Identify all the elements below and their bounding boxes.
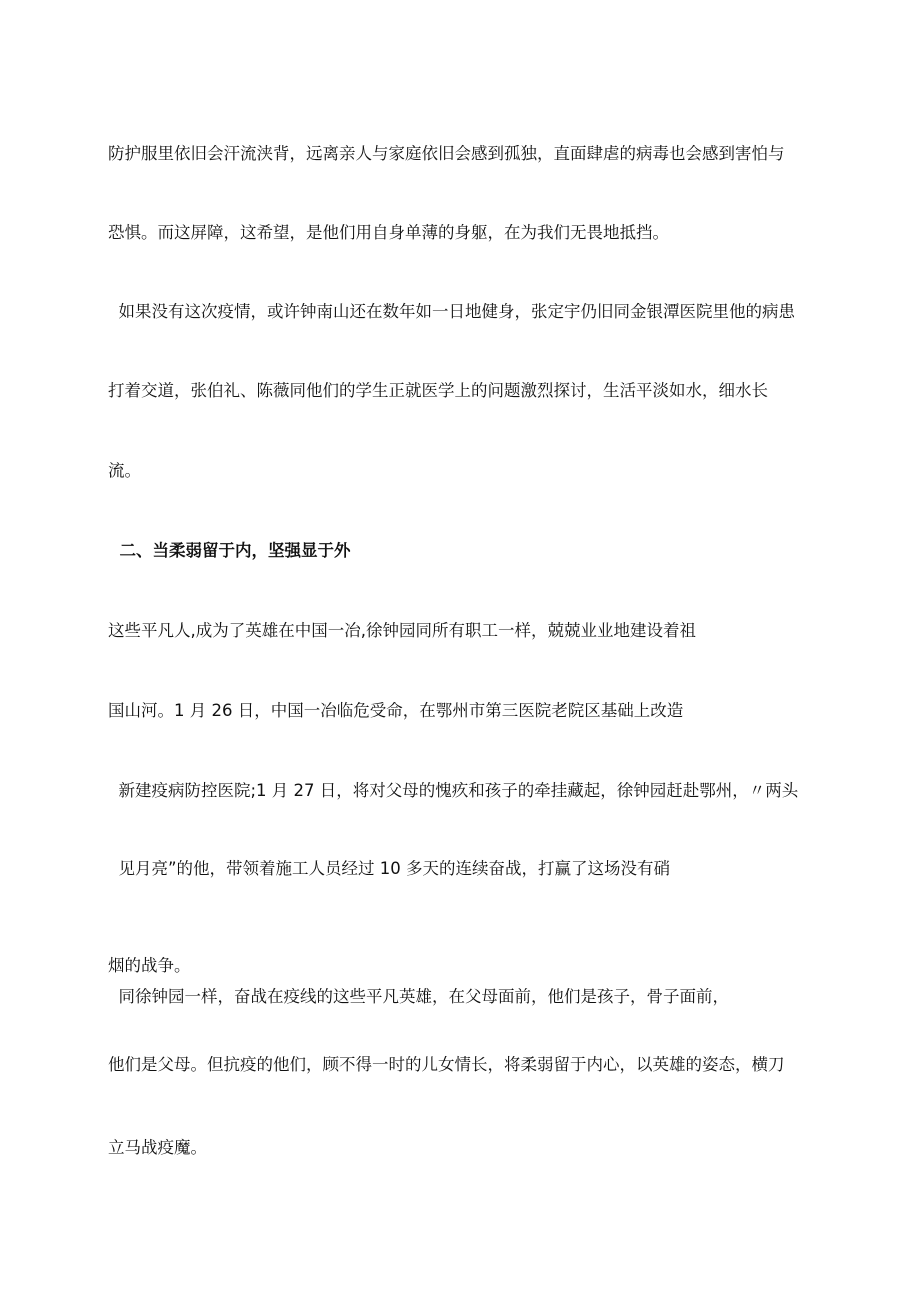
paragraph-line: 如果没有这次疫情，或许钟南山还在数年如一日地健身，张定宇仍旧同金银潭医院里他的病患 xyxy=(108,302,795,321)
paragraph-line: 他们是父母。但抗疫的他们，顾不得一时的儿女情长，将柔弱留于内心，以英雄的姿态，横刀 xyxy=(108,1055,785,1074)
section-heading: 二、当柔弱留于内，坚强显于外 xyxy=(108,541,351,560)
paragraph-line: 这些平凡人,成为了英雄在中国一冶,徐钟园同所有职工一样，兢兢业业地建设着祖 xyxy=(108,621,696,640)
paragraph-line: 流。 xyxy=(108,461,141,480)
paragraph-line: 烟的战争。 xyxy=(108,956,191,975)
paragraph-line: 新建疫病防控医院;1 月 27 日，将对父母的愧疚和孩子的牵挂藏起，徐钟园赶赴鄂州，〃两头 xyxy=(108,781,799,800)
paragraph-line: 防护服里依旧会汗流浃背，远离亲人与家庭依旧会感到孤独，直面肆虐的病毒也会感到害怕与 xyxy=(108,144,785,163)
paragraph-line: 见月亮”的他，带领着施工人员经过 10 多天的连续奋战，打赢了这场没有硝 xyxy=(108,859,671,878)
paragraph-line: 恐惧。而这屏障，这希望，是他们用自身单薄的身躯，在为我们无畏地抵挡。 xyxy=(108,223,669,242)
paragraph-line: 立马战疫魔。 xyxy=(108,1138,207,1157)
paragraph-line: 同徐钟园一样，奋战在疫线的这些平凡英雄，在父母面前，他们是孩子，骨子面前， xyxy=(108,987,729,1006)
paragraph-line: 国山河。1 月 26 日，中国一冶临危受命，在鄂州市第三医院老院区基础上改造 xyxy=(108,701,684,720)
paragraph-line: 打着交道，张伯礼、陈薇同他们的学生正就医学上的问题激烈探讨，生活平淡如水，细水长 xyxy=(108,381,768,400)
